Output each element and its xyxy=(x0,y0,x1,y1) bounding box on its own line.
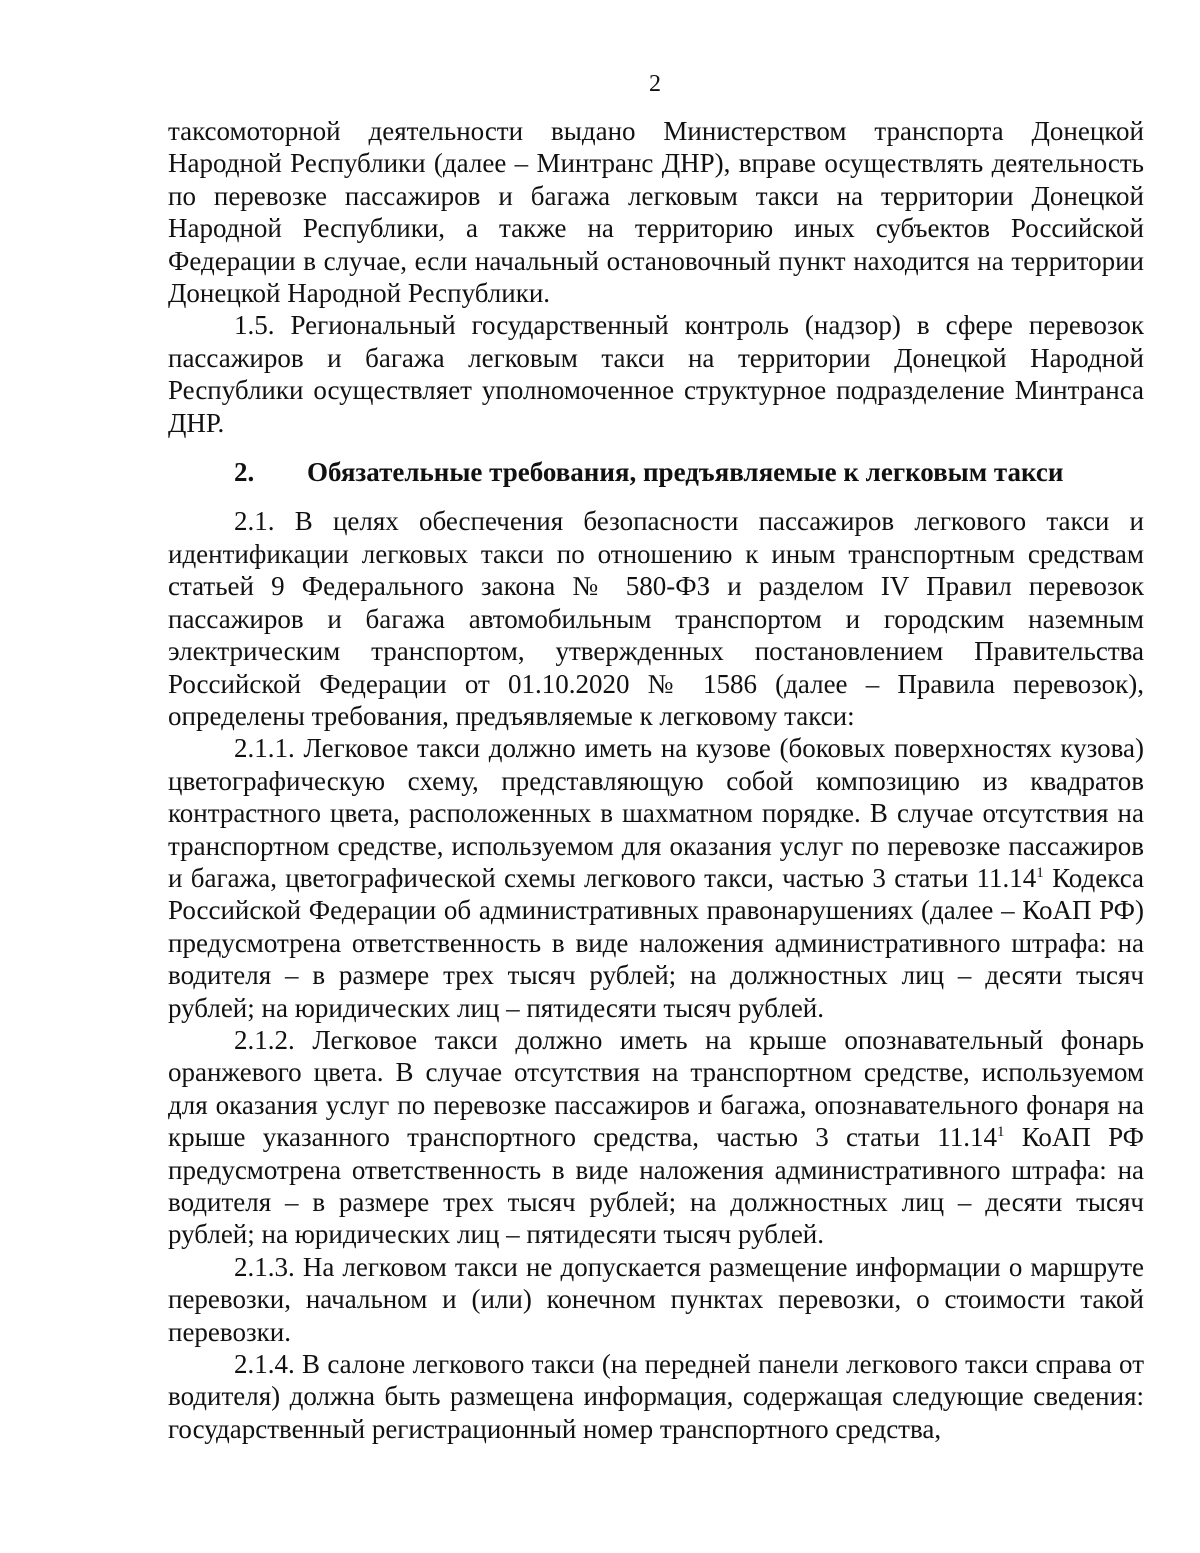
document-body xyxy=(168,115,1144,1445)
paragraph-2-1-3: 2.1.3. На легковом такси не допускается размещение информации о маршруте перевозки, начальном и (или) конечном пунктах перевозки, о стоимости такой перевозки. xyxy=(168,1251,1144,1347)
paragraph-text: КоАП РФ предусмотрена ответственность в виде наложения административного штрафа: на водителя – в размере трех тысяч рублей; на должностных лиц – десяти тысяч рублей; на юридических лиц – пятидесяти тысяч рублей. xyxy=(168,1122,1145,1250)
footnote-superscript: 1 xyxy=(996,1124,1005,1141)
paragraph-2-1-2 xyxy=(168,1024,1144,1251)
paragraph-1-5: 1.5. Региональный государственный контроль (надзор) в сфере перевозок пассажиров и багажа легковым такси на территории Донецкой Народной Республики осуществляет уполномоченное структурное подразделение Минтранса ДНР. xyxy=(168,310,1144,438)
paragraph-2-1-4: 2.1.4. В салоне легкового такси (на передней панели легкового такси справа от водителя) должна быть размещена информация, содержащая следующие сведения: государственный регистрационный номер транспортного средства, xyxy=(168,1349,1144,1444)
footnote-superscript: 1 xyxy=(1036,864,1044,881)
paragraph-text: 2.1.2. Легковое такси должно иметь на крыше опознавательный фонарь оранжевого цвета. В случае отсутствия на транспортном средстве, используемом для оказания услуг по перевозке пассажиров и багажа, опознавательного фонаря на крыше указанного транспортного средства, частью 3 статьи 11.14 xyxy=(168,1024,1144,1153)
page-number: 2 xyxy=(649,71,661,97)
section-number: 2. xyxy=(234,457,255,488)
paragraph-text: Кодекса Российской Федерации об административных правонарушениях (далее – КоАП РФ) предусмотрена ответственность в виде наложения административного штрафа: на водителя – в размере трех тысяч рублей; на должностных лиц – десяти тысяч рублей; на юридических лиц – пятидесяти тысяч рублей. xyxy=(168,862,1144,1023)
paragraph-continuation: таксомоторной деятельности выдано Министерством транспорта Донецкой Народной Республики (далее – Минтранс ДНР), вправе осуществлять деятельность по перевозке пассажиров и багажа легковым такси на территории Донецкой Народной Республики, а также на территорию иных субъектов Российской Федерации в случае, если начальный остановочный пункт находится на территории Донецкой Народной Республики. xyxy=(168,116,1144,309)
paragraph-text: 2.1.1. Легковое такси должно иметь на кузове (боковых поверхностях кузова) цветографическую схему, представляющую собой композицию из квадратов контрастного цвета, расположенных в шахматном порядке. В случае отсутствия на транспортном средстве, используемом для оказания услуг по перевозке пассажиров и багажа, цветографической схемы легкового такси, частью 3 статьи 11.14 xyxy=(168,733,1144,893)
paragraph-2-1: 2.1. В целях обеспечения безопасности пассажиров легкового такси и идентификации легковых такси по отношению к иным транспортным средствам статьей 9 Федерального закона № 580-ФЗ и разделом IV Правил перевозок пассажиров и багажа автомобильным транспортом и городским наземным электрическим транспортом, утвержденных постановлением Правительства Российской Федерации от 01.10.2020 № 1586 (далее – Правила перевозок), определены требования, предъявляемые к легковому такси: xyxy=(168,506,1144,731)
section-title: Обязательные требования, предъявляемые к легковым такси xyxy=(307,457,1064,488)
paragraph-2-1-1 xyxy=(168,732,1144,1024)
section-heading xyxy=(168,456,1144,488)
